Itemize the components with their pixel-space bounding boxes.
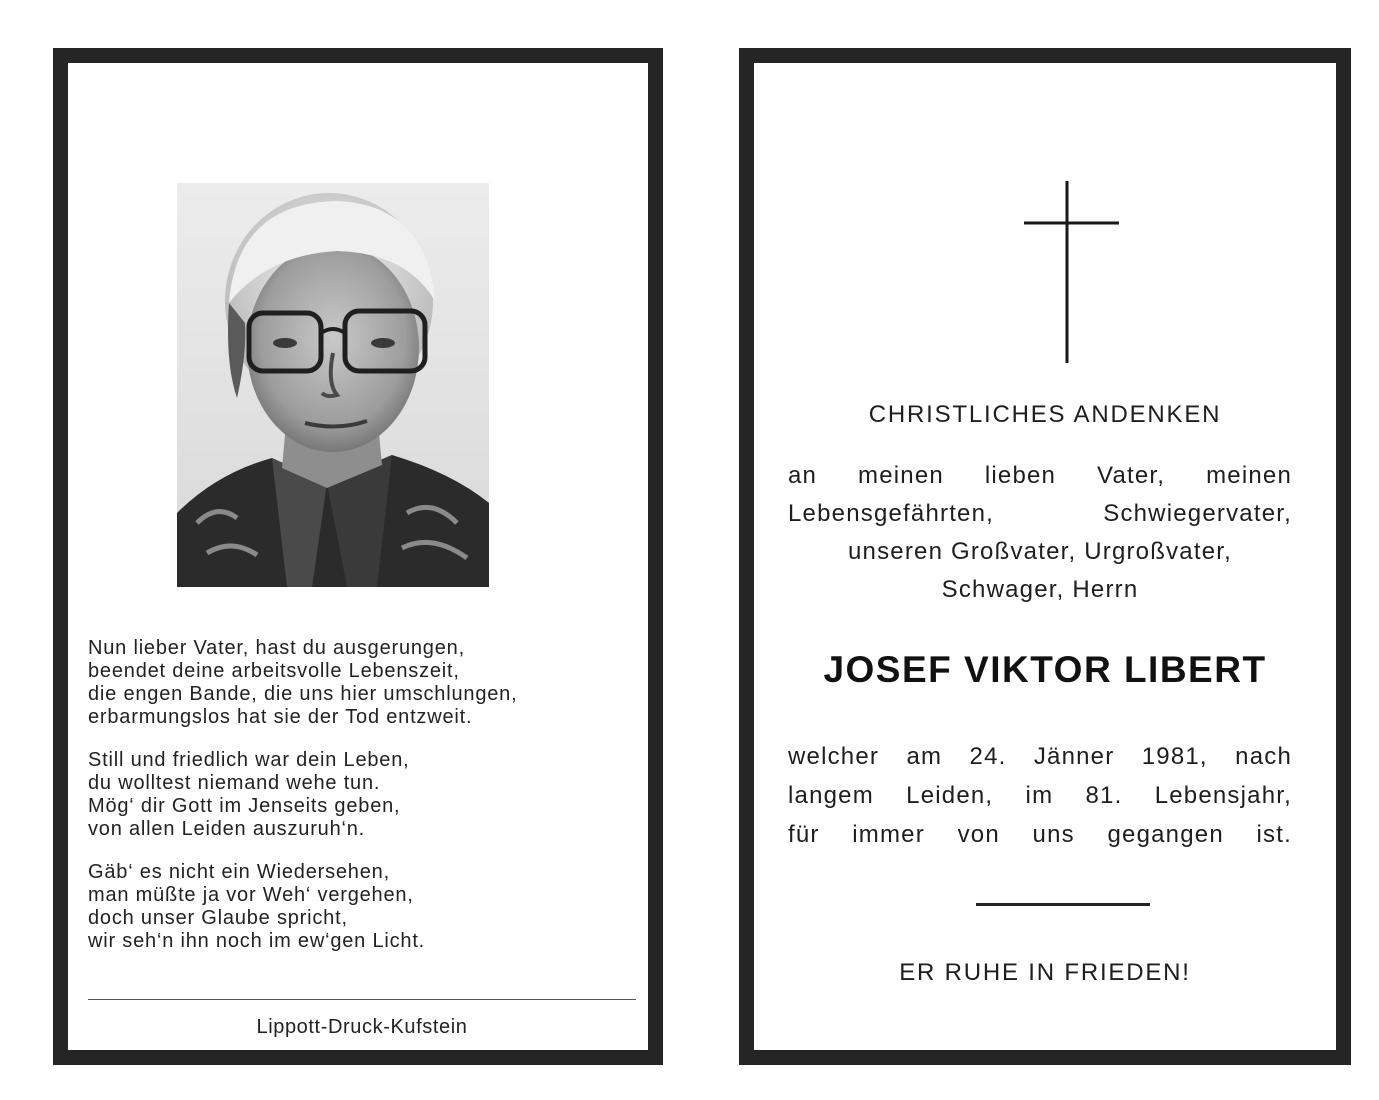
- death-notice: [788, 737, 1292, 854]
- memorial-heading: CHRISTLICHES ANDENKEN: [868, 401, 1222, 428]
- poem-line: Still und friedlich war dein Leben,: [88, 749, 410, 771]
- dedication-line: Schwager, Herrn: [941, 576, 1139, 603]
- poem-stanza-3: [88, 861, 648, 953]
- poem-line: Gäb‘ es nicht ein Wiedersehen,: [88, 861, 390, 883]
- printer-divider: [88, 999, 636, 1000]
- dedication-line: Lebensgefährten, Schwiegervater,: [788, 500, 1292, 527]
- poem-line: du wolltest niemand wehe tun.: [88, 772, 381, 794]
- cross-icon: [1009, 181, 1119, 371]
- portrait-photo: [177, 183, 489, 587]
- dedication-text: [788, 457, 1292, 609]
- poem-line: von allen Leiden auszuruh‘n.: [88, 818, 366, 840]
- dedication-line: unseren Großvater, Urgroßvater,: [847, 538, 1232, 565]
- closing-text: ER RUHE IN FRIEDEN!: [899, 959, 1191, 986]
- poem-line: man müßte ja vor Weh‘ vergehen,: [88, 884, 414, 906]
- poem-line: beendet deine arbeitsvolle Lebenszeit,: [88, 660, 460, 682]
- death-line: welcher am 24. Jänner 1981, nach: [788, 743, 1292, 770]
- poem-line: Nun lieber Vater, hast du ausgerungen,: [88, 637, 465, 659]
- poem-line: Mög‘ dir Gott im Jenseits geben,: [88, 795, 401, 817]
- poem: [88, 637, 648, 953]
- portrait-illustration: [177, 183, 489, 587]
- dedication-line: an meinen lieben Vater, meinen: [788, 462, 1292, 489]
- deceased-name: JOSEF VIKTOR LIBERT: [823, 649, 1267, 690]
- poem-stanza-1: [88, 637, 648, 729]
- printer-credit: Lippott-Druck-Kufstein: [256, 1016, 468, 1038]
- death-line: für immer von uns gegangen ist.: [788, 821, 1292, 848]
- poem-line: wir seh‘n ihn noch im ew‘gen Licht.: [88, 930, 426, 952]
- poem-line: erbarmungslos hat sie der Tod entzweit.: [88, 706, 473, 728]
- poem-stanza-2: [88, 749, 648, 841]
- poem-line: die engen Bande, die uns hier umschlungen,: [88, 683, 518, 705]
- right-card: [739, 48, 1351, 1065]
- ornamental-divider: [976, 903, 1150, 906]
- poem-line: doch unser Glaube spricht,: [88, 907, 348, 929]
- death-line: langem Leiden, im 81. Lebensjahr,: [788, 782, 1292, 809]
- left-card: [53, 48, 663, 1065]
